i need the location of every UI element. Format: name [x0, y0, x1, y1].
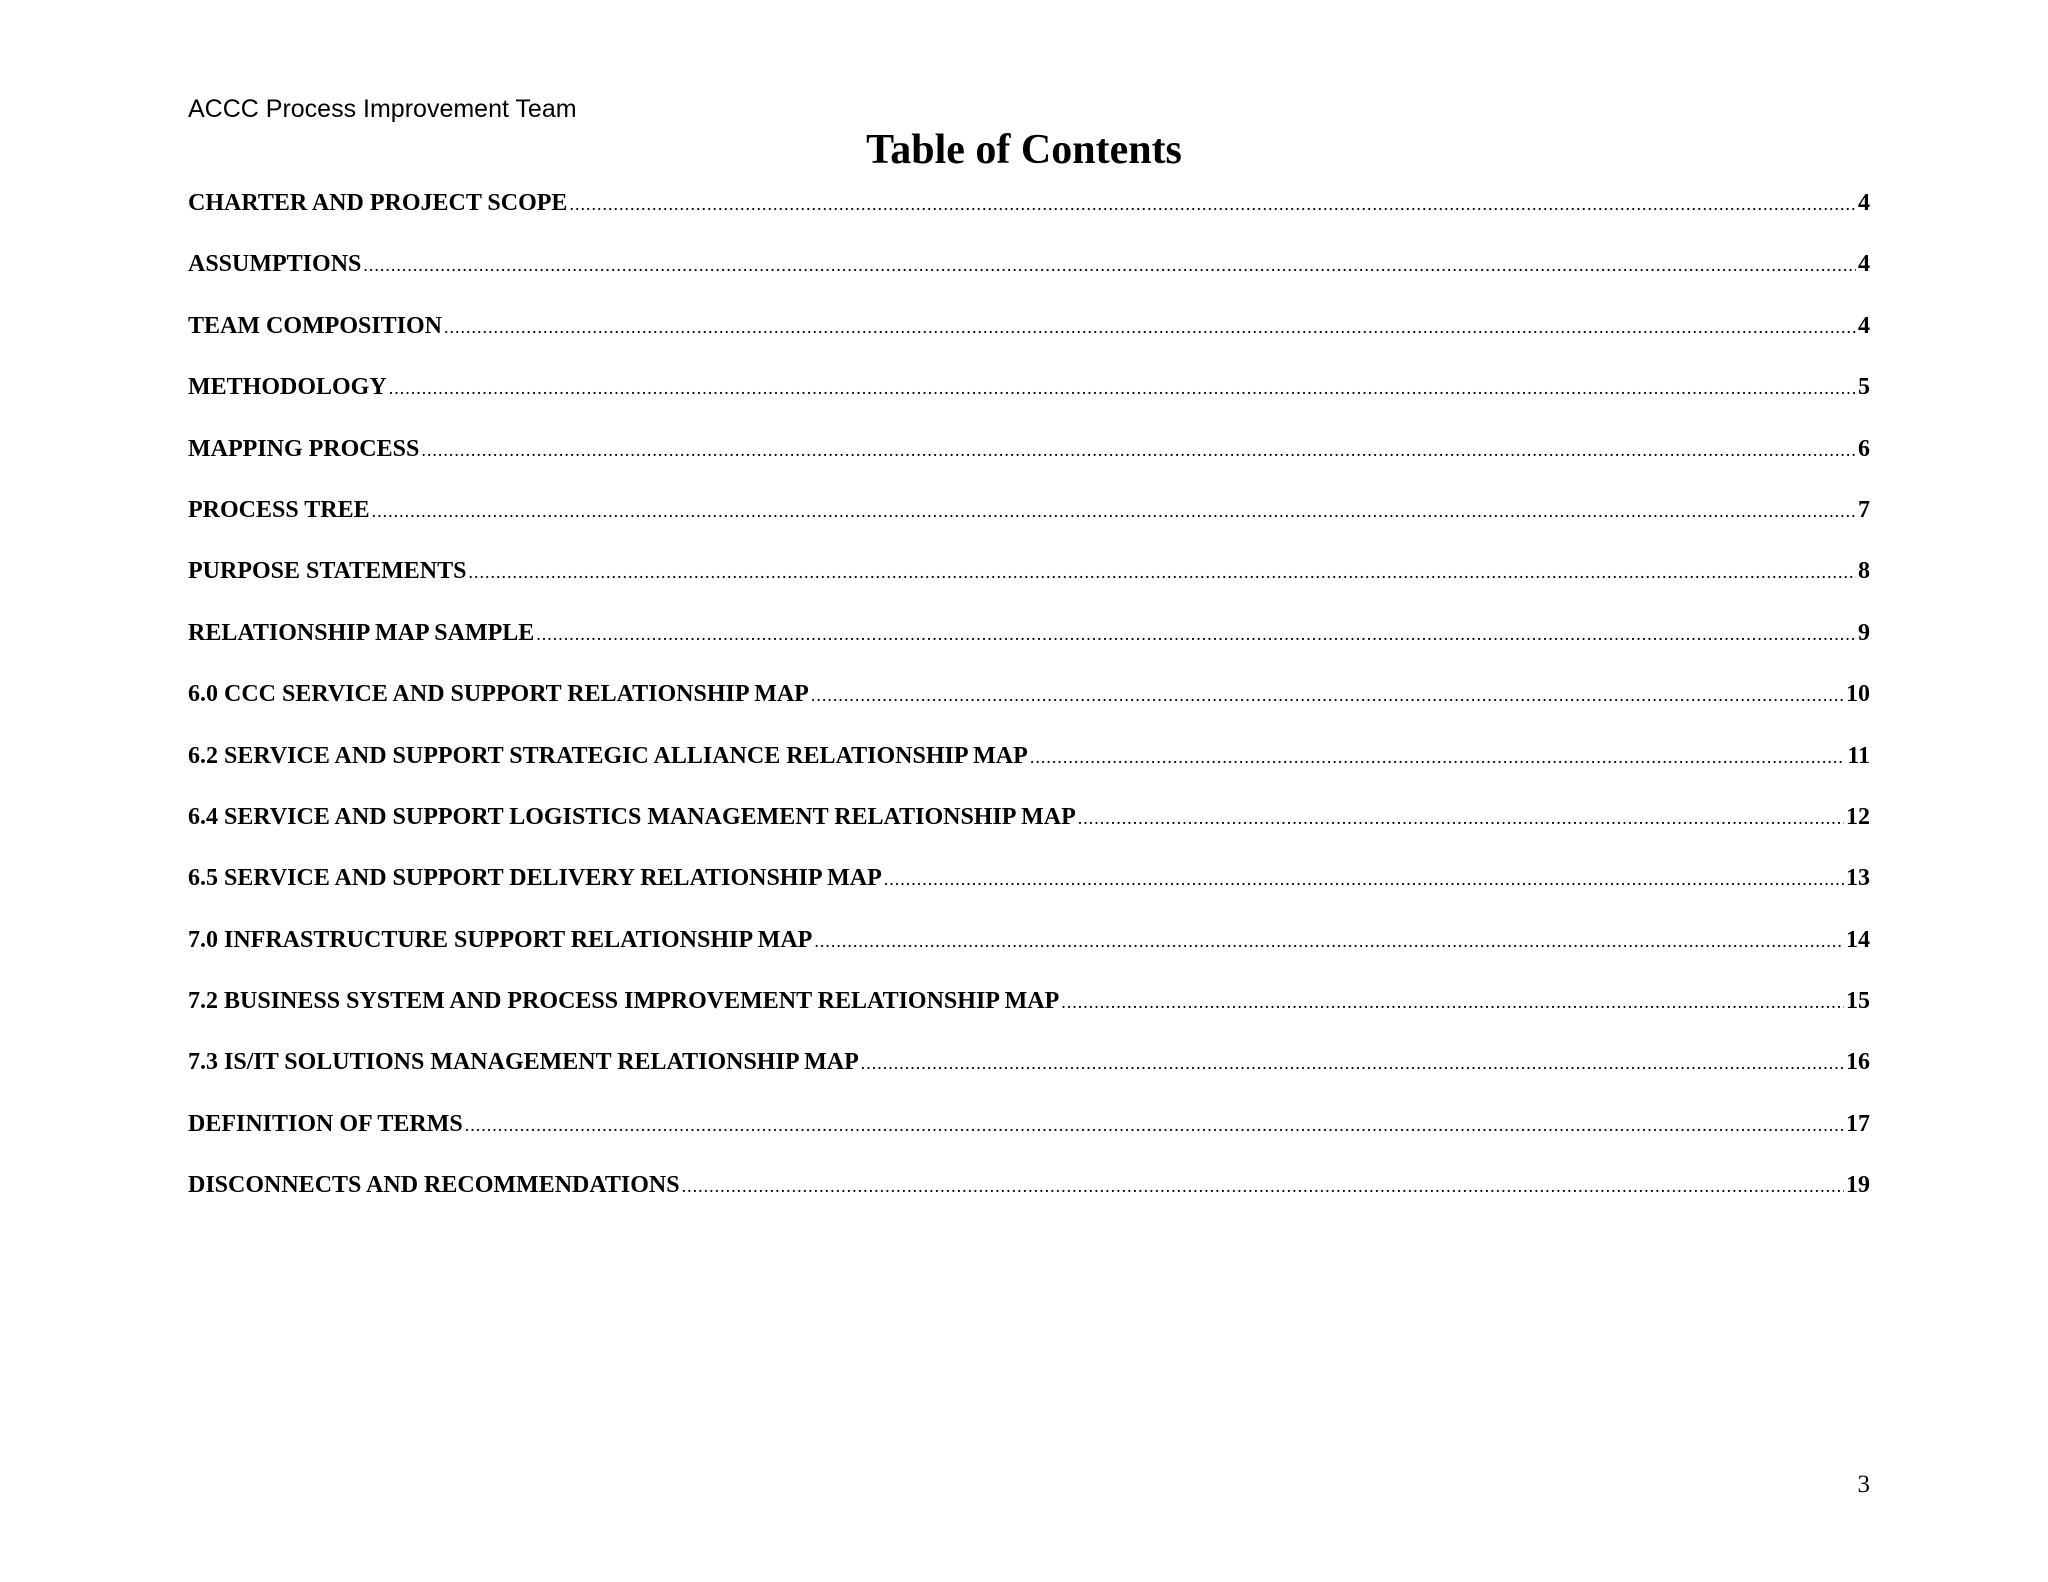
toc-entry-label: 7.2 BUSINESS SYSTEM AND PROCESS IMPROVEMENT RELATIONSHIP MAP: [188, 988, 1060, 1015]
toc-entry-page-number: 17: [1846, 1110, 1870, 1137]
toc-entry[interactable]: [188, 800, 1870, 861]
toc-entry-label: CHARTER AND PROJECT SCOPE: [188, 190, 568, 216]
toc-entry[interactable]: [188, 370, 1870, 431]
toc-entry-page-number: 12: [1846, 803, 1870, 830]
toc-entry-page-number: 10: [1846, 681, 1870, 708]
toc-entry-label: 7.0 INFRASTRUCTURE SUPPORT RELATIONSHIP MAP: [188, 926, 813, 953]
toc-dot-leader: [363, 248, 1856, 282]
toc-entry-label: 6.0 CCC SERVICE AND SUPPORT RELATIONSHIP MAP: [188, 681, 809, 708]
toc-entry[interactable]: [188, 554, 1870, 615]
toc-dot-leader: [569, 187, 1856, 221]
toc-entry-label: PROCESS TREE: [188, 496, 370, 523]
toc-dot-leader: [372, 494, 1856, 528]
page-number: 3: [1857, 1471, 1870, 1498]
toc-entry-page-number: 5: [1858, 374, 1870, 401]
toc-entry-page-number: 13: [1846, 865, 1870, 892]
toc-entry[interactable]: [188, 1107, 1870, 1168]
toc-dot-leader: [814, 924, 1844, 958]
toc-entry[interactable]: [188, 247, 1870, 308]
toc-entry-page-number: 15: [1846, 988, 1870, 1015]
toc-dot-leader: [682, 1169, 1844, 1203]
toc-entry-page-number: 9: [1858, 619, 1870, 646]
toc-entry-label: 6.4 SERVICE AND SUPPORT LOGISTICS MANAGEMENT RELATIONSHIP MAP: [188, 803, 1076, 830]
toc-dot-leader: [811, 678, 1844, 712]
toc-dot-leader: [1030, 740, 1846, 774]
toc-entry-page-number: 7: [1858, 496, 1870, 523]
toc-entry-label: TEAM COMPOSITION: [188, 312, 443, 339]
toc-entry[interactable]: [188, 923, 1870, 984]
toc-entry[interactable]: [188, 1045, 1870, 1106]
toc-dot-leader: [861, 1046, 1844, 1080]
toc-entry[interactable]: [188, 984, 1870, 1045]
toc-entry-page-number: 11: [1847, 742, 1870, 769]
toc-dot-leader: [469, 555, 1857, 589]
toc-entry-page-number: 4: [1858, 312, 1870, 339]
toc-dot-leader: [1061, 985, 1844, 1019]
toc-entry[interactable]: [188, 432, 1870, 493]
toc-dot-leader: [444, 310, 1856, 344]
toc-entry[interactable]: [188, 739, 1870, 800]
toc-entry-label: 6.5 SERVICE AND SUPPORT DELIVERY RELATIONSHIP MAP: [188, 865, 882, 892]
toc-entry-page-number: 8: [1858, 558, 1870, 585]
toc-entry[interactable]: [188, 616, 1870, 677]
toc-entry-label: DEFINITION OF TERMS: [188, 1110, 463, 1137]
toc-entry[interactable]: [188, 1168, 1870, 1229]
page-title: Table of Contents: [866, 127, 1182, 173]
table-of-contents: [188, 186, 1870, 1230]
toc-dot-leader: [421, 433, 1856, 467]
toc-entry-label: 6.2 SERVICE AND SUPPORT STRATEGIC ALLIANCE RELATIONSHIP MAP: [188, 742, 1028, 769]
toc-dot-leader: [465, 1108, 1844, 1142]
toc-entry[interactable]: [188, 677, 1870, 738]
toc-entry[interactable]: [188, 186, 1870, 247]
toc-dot-leader: [884, 862, 1844, 896]
toc-entry[interactable]: [188, 309, 1870, 370]
toc-entry-label: MAPPING PROCESS: [188, 435, 420, 462]
toc-entry-page-number: 14: [1846, 926, 1870, 953]
toc-entry-page-number: 19: [1846, 1172, 1870, 1199]
toc-entry-label: PURPOSE STATEMENTS: [188, 558, 467, 585]
toc-entry-page-number: 4: [1858, 190, 1870, 216]
toc-entry-label: ASSUMPTIONS: [188, 251, 362, 278]
toc-entry-page-number: 6: [1858, 435, 1870, 462]
toc-entry[interactable]: [188, 493, 1870, 554]
toc-entry[interactable]: [188, 861, 1870, 922]
toc-dot-leader: [536, 617, 1856, 651]
toc-dot-leader: [389, 371, 1856, 405]
toc-entry-label: METHODOLOGY: [188, 374, 387, 401]
toc-entry-page-number: 16: [1846, 1049, 1870, 1076]
toc-dot-leader: [1078, 801, 1844, 835]
toc-entry-page-number: 4: [1858, 251, 1870, 278]
toc-entry-label: RELATIONSHIP MAP SAMPLE: [188, 619, 535, 646]
running-header: ACCC Process Improvement Team: [188, 95, 577, 123]
toc-entry-label: DISCONNECTS AND RECOMMENDATIONS: [188, 1172, 680, 1199]
toc-entry-label: 7.3 IS/IT SOLUTIONS MANAGEMENT RELATIONSHIP MAP: [188, 1049, 859, 1076]
